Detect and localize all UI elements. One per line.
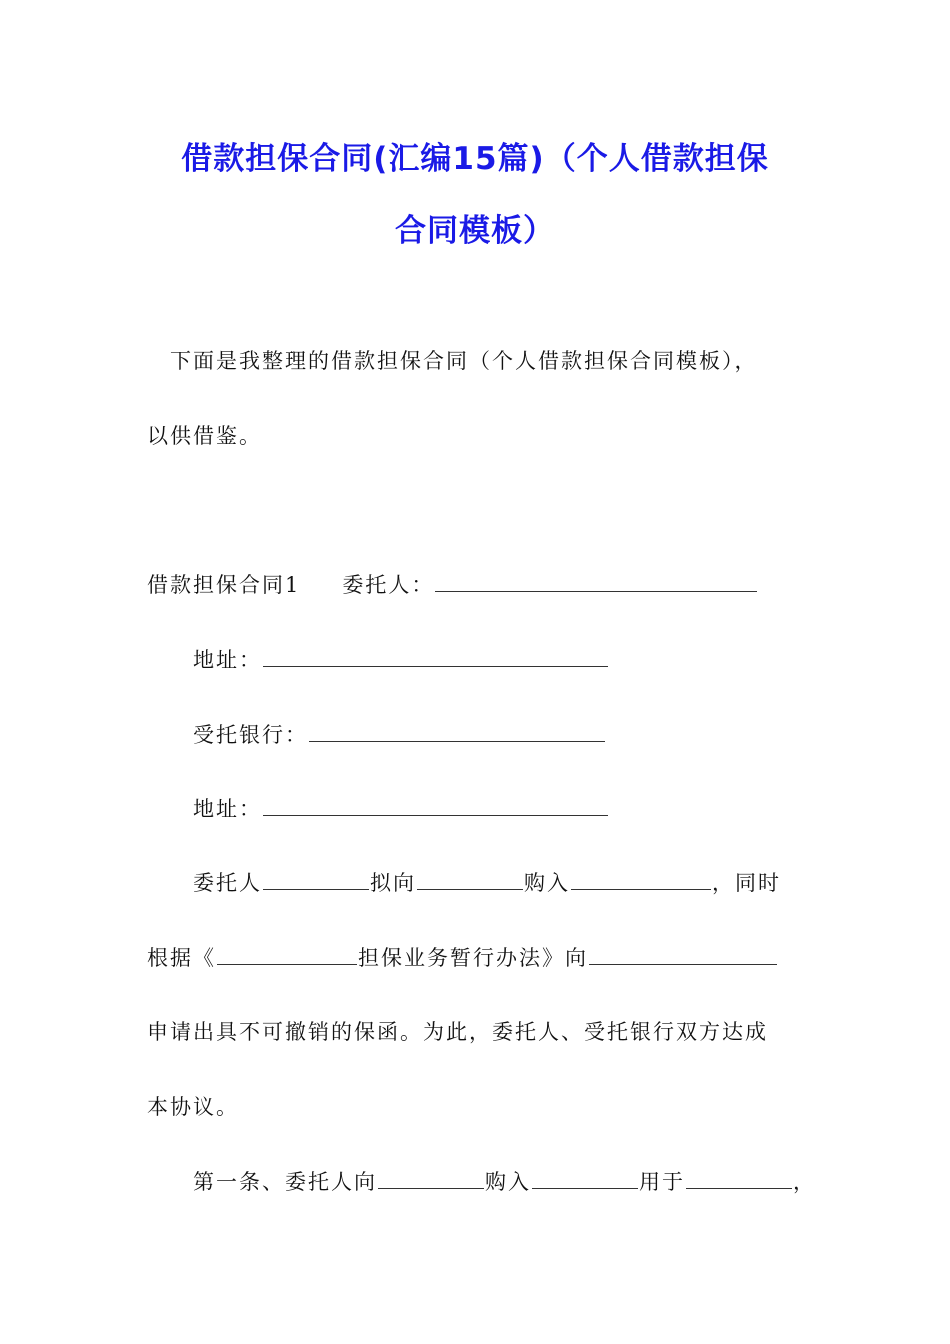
address-blank-1 (263, 644, 608, 667)
bank-label: 受托银行： (193, 723, 308, 747)
paragraph-1-line-2 (147, 942, 778, 973)
paragraph-1-line-1 (193, 867, 781, 898)
article1-blank-3 (686, 1166, 792, 1189)
bank-blank (309, 719, 605, 742)
bank-line (193, 719, 606, 750)
p1-text-3: 购入 (524, 871, 570, 895)
intro-line-1: 下面是我整理的借款担保合同（个人借款担保合同模板）， (170, 349, 758, 373)
p1-text-2: 拟向 (370, 871, 416, 895)
article1-blank-1 (378, 1166, 484, 1189)
address-label-2: 地址： (193, 797, 262, 821)
principal-blank (435, 569, 757, 592)
p1-blank-3 (571, 867, 711, 890)
p1-blank-1 (263, 867, 369, 890)
intro-line-2: 以供借鉴。 (147, 424, 262, 448)
paragraph-1-line-4: 本协议。 (147, 1095, 239, 1119)
principal-label: 委托人： (342, 573, 435, 597)
address-line-2 (193, 793, 609, 824)
p1-blank-5 (589, 942, 777, 965)
address-label-1: 地址： (193, 648, 262, 672)
p1-blank-4 (217, 942, 357, 965)
article1-text-3: 用于 (639, 1170, 685, 1194)
article1-text-1: 第一条、委托人向 (193, 1170, 377, 1194)
contract-heading: 借款担保合同1 (147, 573, 301, 597)
address-blank-2 (263, 793, 608, 816)
p1-text-6: 担保业务暂行办法》向 (358, 946, 588, 970)
article1-text-4: ， (793, 1170, 816, 1194)
article1-blank-2 (532, 1166, 638, 1189)
article1-text-2: 购入 (485, 1170, 531, 1194)
document-title-line-1: 借款担保合同(汇编15篇)（个人借款担保 (181, 141, 769, 177)
p1-blank-2 (417, 867, 523, 890)
p1-text-5: 根据《 (147, 946, 216, 970)
p1-text-1: 委托人 (193, 871, 262, 895)
document-title-line-2: 合同模板） (395, 213, 555, 249)
p1-text-4: ，同时 (712, 871, 781, 895)
article-1-line (193, 1166, 816, 1197)
paragraph-1-line-3: 申请出具不可撤销的保函。为此，委托人、受托银行双方达成 (147, 1020, 768, 1044)
address-line-1 (193, 644, 609, 675)
contract-header-line (147, 569, 758, 600)
